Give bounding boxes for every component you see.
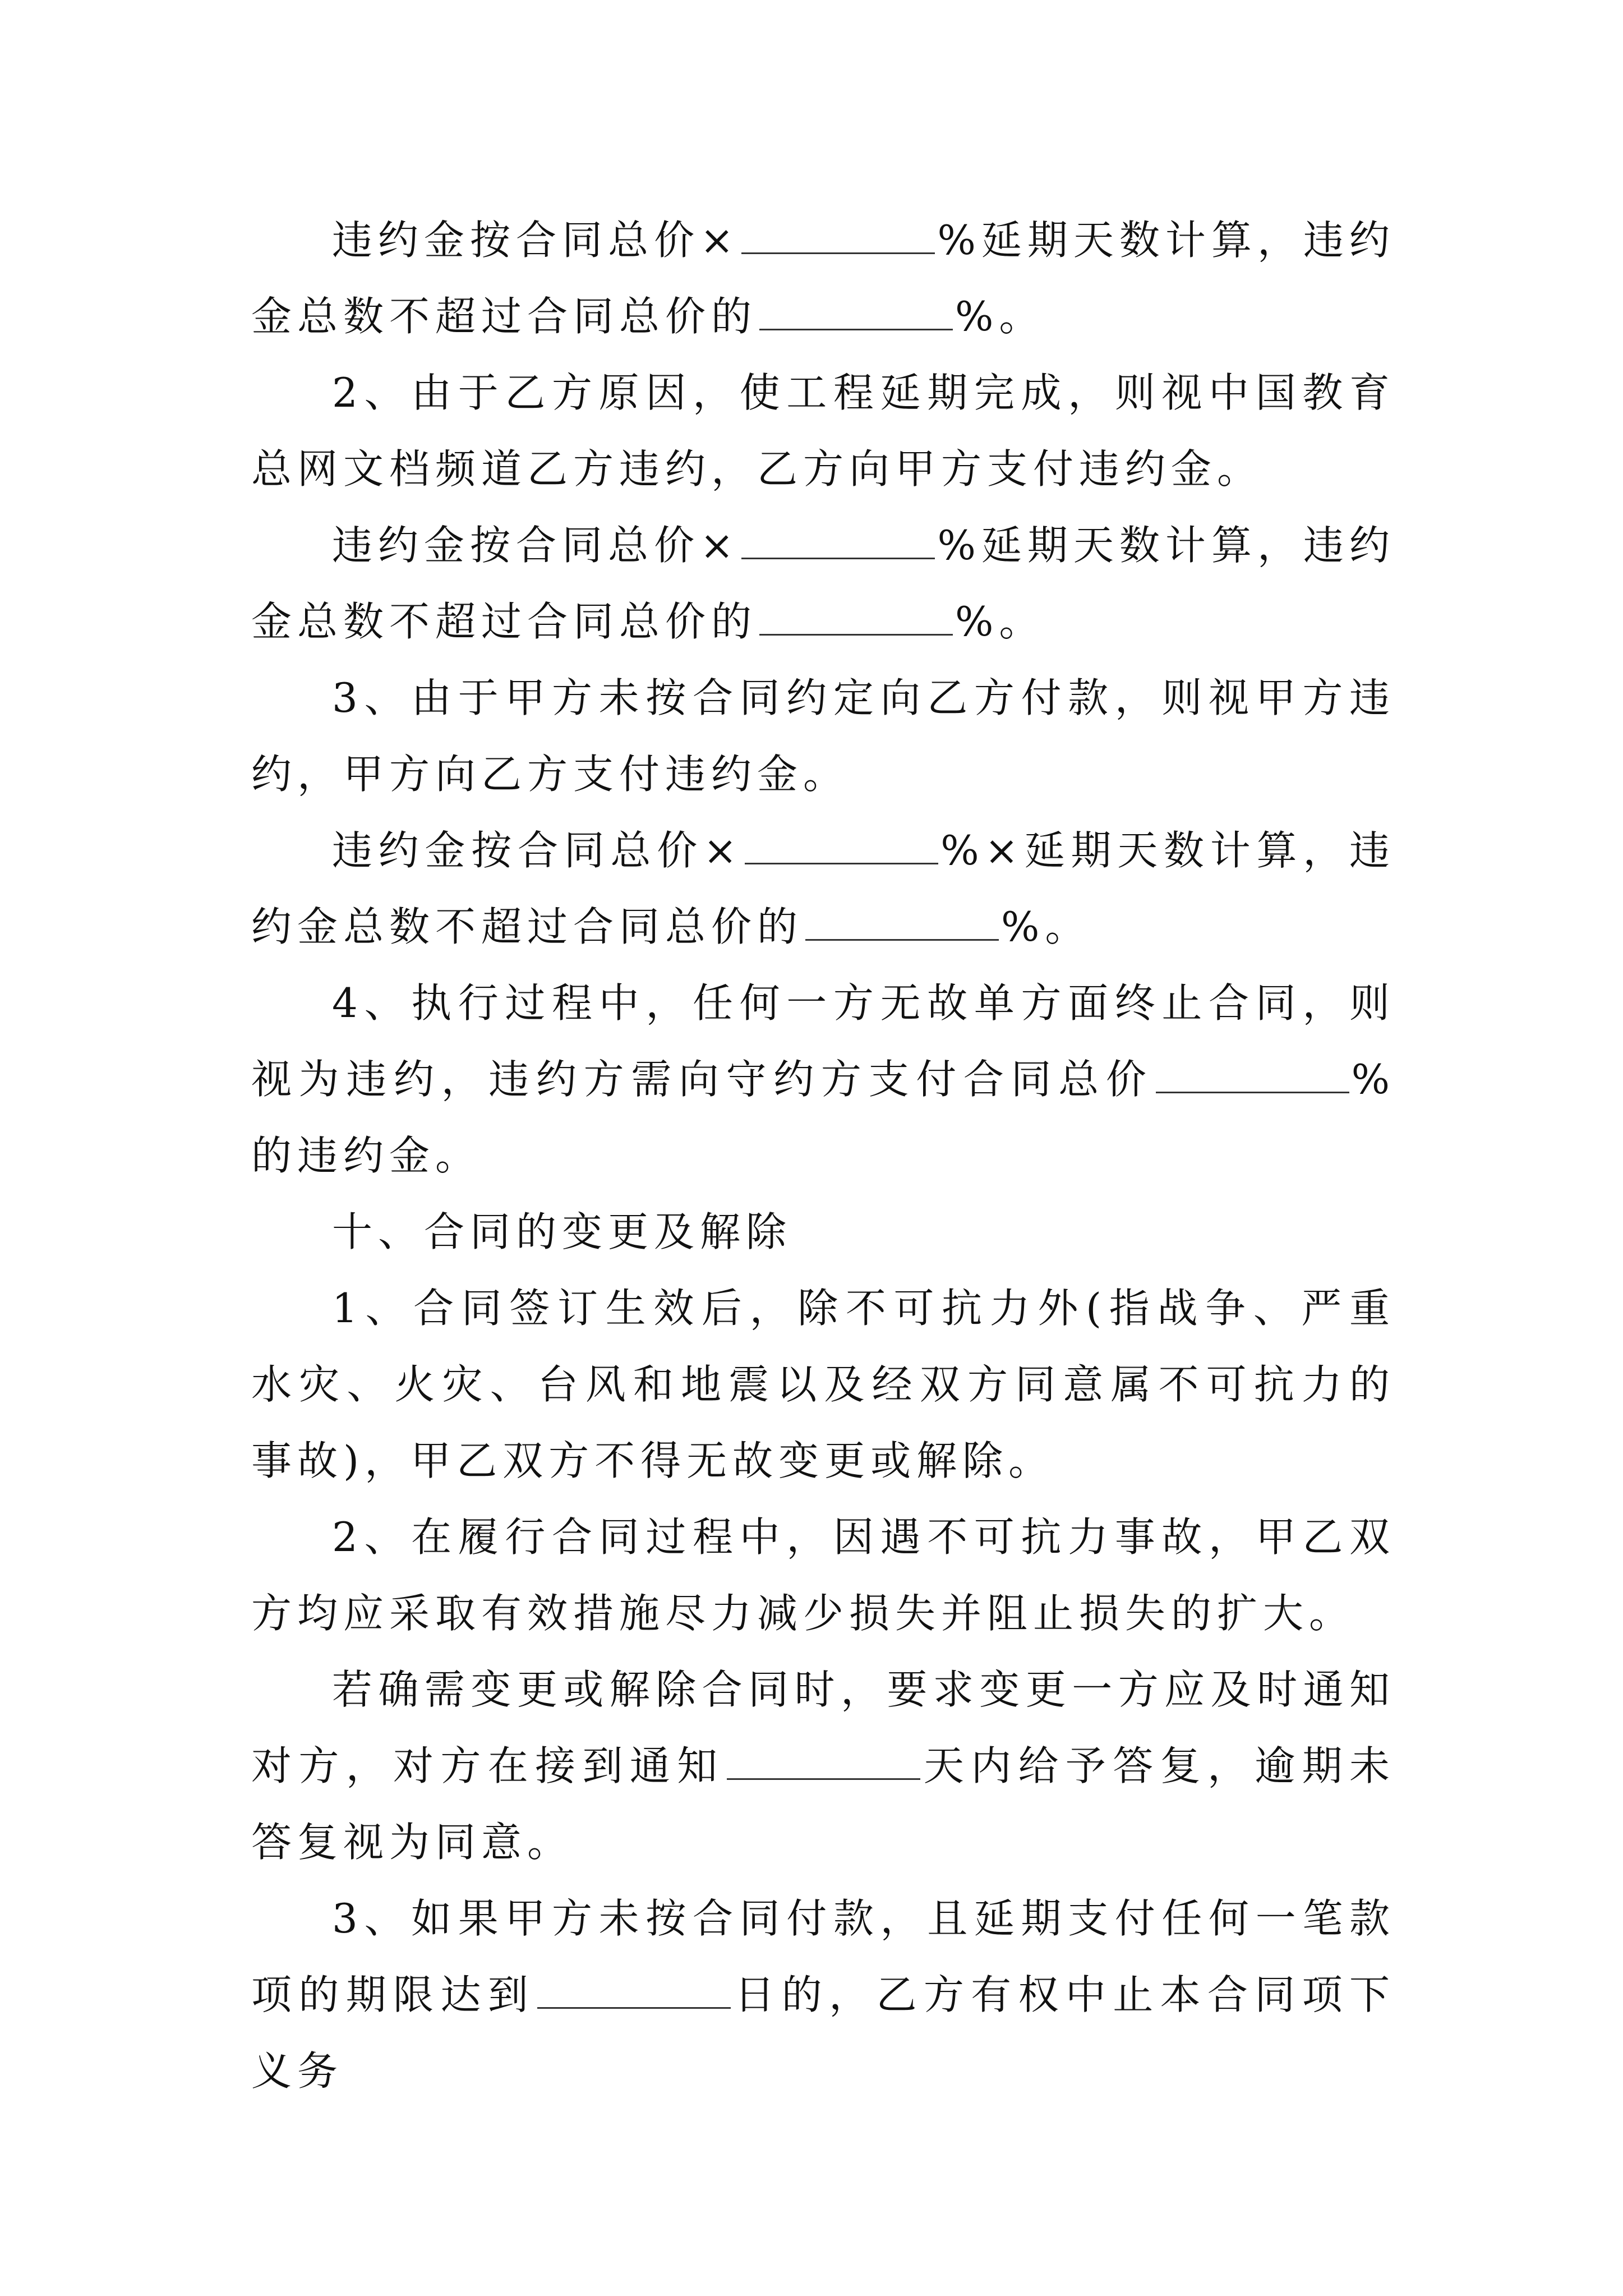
paragraph-clause-3 <box>251 660 1395 812</box>
text-segment: 3、由于甲方未按合同约定向乙方付款，则视甲方违约，甲方向乙方支付违约金。 <box>251 674 1395 798</box>
text-segment: %。 <box>1001 903 1091 950</box>
fill-in-blank[interactable] <box>741 212 935 254</box>
text-segment: 天内给予答复，逾期未答复视为同意。 <box>251 1742 1395 1866</box>
section-heading-contract-change <box>251 1194 1395 1270</box>
fill-in-blank[interactable] <box>537 1967 731 2009</box>
text-segment: %。 <box>955 293 1045 340</box>
fill-in-blank[interactable] <box>1156 1051 1349 1093</box>
text-segment: 3、如果甲方未按合同付款，且延期支付任何一笔款项的期限达到 <box>251 1895 1395 2018</box>
fill-in-blank[interactable] <box>741 517 935 559</box>
text-segment: 日的，乙方有权中止本合同项下义务 <box>251 1971 1395 2095</box>
fill-in-blank[interactable] <box>759 288 953 330</box>
paragraph-change-2 <box>251 1499 1395 1651</box>
fill-in-blank[interactable] <box>759 593 953 636</box>
text-segment: 违约金按合同总价× <box>332 522 740 569</box>
paragraph-change-1 <box>251 1270 1395 1499</box>
paragraph-penalty-rate-2 <box>251 507 1395 660</box>
text-segment: 2、在履行合同过程中，因遇不可抗力事故，甲乙双方均应采取有效措施尽力减少损失并阻止损失的扩大。 <box>251 1513 1395 1637</box>
fill-in-blank[interactable] <box>745 822 938 864</box>
text-segment: %的违约金。 <box>251 1056 1395 1179</box>
text-segment: 违约金按合同总价× <box>332 827 743 874</box>
text-segment: %延期天数计算，违约金总数不超过合同总价的 <box>251 217 1395 340</box>
fill-in-blank[interactable] <box>805 899 999 941</box>
text-segment: 2、由于乙方原因，使工程延期完成，则视中国教育总网文档频道乙方违约，乙方向甲方支付违约金。 <box>251 369 1395 493</box>
text-segment: 若确需变更或解除合同时，要求变更一方应及时通知对方，对方在接到通知 <box>251 1666 1395 1789</box>
text-segment: %×延期天数计算，违约金总数不超过合同总价的 <box>251 827 1395 950</box>
paragraph-change-notice <box>251 1651 1395 1880</box>
text-segment: 4、执行过程中，任何一方无故单方面终止合同，则视为违约，违约方需向守约方支付合同总价 <box>251 979 1395 1103</box>
document-body <box>251 202 1395 2109</box>
paragraph-clause-4 <box>251 965 1395 1194</box>
text-segment: 违约金按合同总价× <box>332 217 740 264</box>
paragraph-penalty-rate-1 <box>251 202 1395 355</box>
paragraph-penalty-rate-3 <box>251 812 1395 965</box>
text-segment: %延期天数计算，违约金总数不超过合同总价的 <box>251 522 1395 645</box>
heading-text: 十、合同的变更及解除 <box>332 1208 792 1255</box>
text-segment: %。 <box>955 598 1045 645</box>
paragraph-change-3 <box>251 1880 1395 2109</box>
paragraph-clause-2 <box>251 355 1395 507</box>
fill-in-blank[interactable] <box>727 1738 920 1780</box>
text-segment: 1、合同签订生效后，除不可抗力外(指战争、严重水灾、火灾、台风和地震以及经双方同意属不可抗力的事故)，甲乙双方不得无故变更或解除。 <box>251 1285 1395 1484</box>
